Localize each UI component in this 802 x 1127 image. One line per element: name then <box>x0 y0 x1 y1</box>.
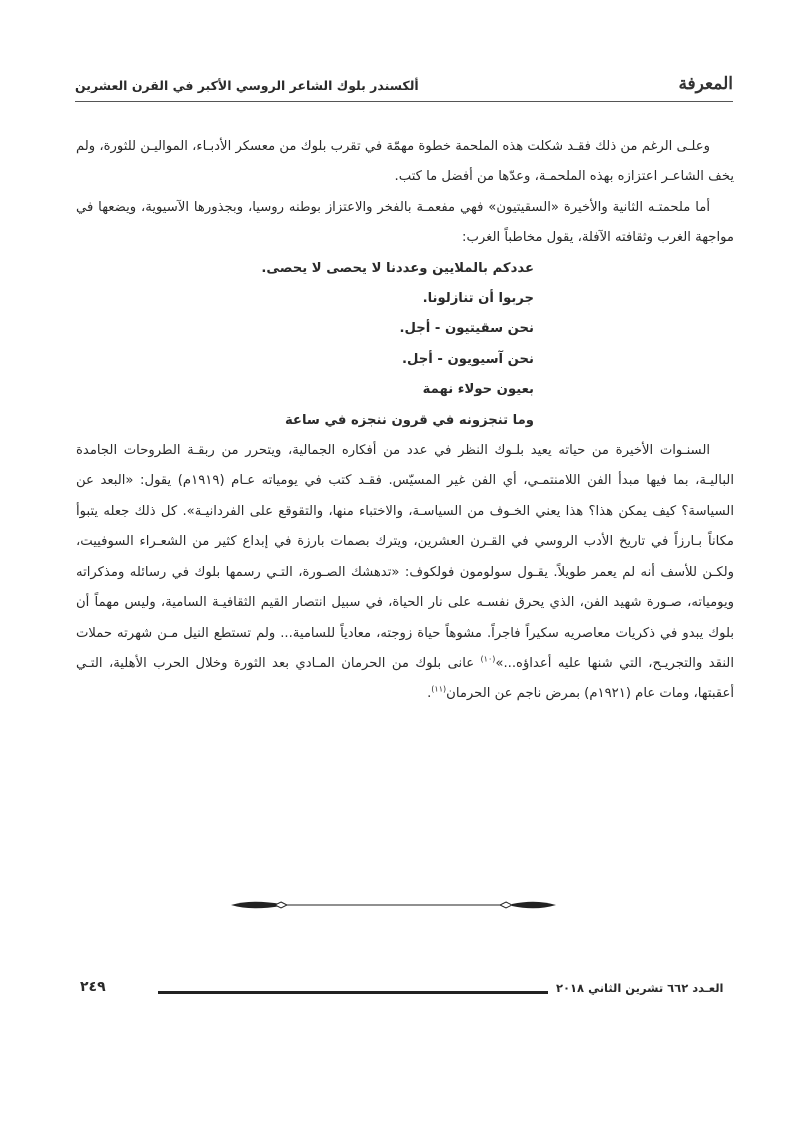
paragraph-2: أما ملحمتـه الثانية والأخيرة «السقيتيون» فهي مفعمـة بالفخر والاعتزاز بوطنه روسيا، وبجذورها الآسيوية، ويضعها في مواجهة الغرب وثقافته الآفلة، يقول مخاطباً الغرب: <box>76 199 734 246</box>
article-body <box>76 132 734 710</box>
section-end-ornament <box>231 895 556 915</box>
magazine-logo: المعرفة <box>678 74 733 94</box>
paragraph-3 <box>76 436 734 710</box>
verse-line-4: نحن آسيويون - أجل. <box>402 351 534 367</box>
footnote-ref-10[interactable]: (١٠) <box>480 654 496 664</box>
paragraph-3-end: . <box>427 686 432 702</box>
paragraph-3-continuation: عانى بلوك من الحرمان المـادي بعد الثورة وخلال الحرب الأهلية، التـي أعقبتها، ومات عام (١٩٢١م) بمرض ناجم عن الحرمان <box>76 655 734 702</box>
verse-line-2: جربوا أن تنازلونا. <box>422 291 534 307</box>
footer-divider <box>158 991 548 994</box>
page-header <box>75 74 733 100</box>
verse-line-5: بعيون حولاء نهمة <box>422 382 534 398</box>
issue-info: العـدد ٦٦٢ تشرين الثاني ٢٠١٨ <box>556 981 724 995</box>
verse-line-1: عددكم بالملايين وعددنا لا يحصى لا يحصى. <box>261 260 534 276</box>
paragraph-1: وعلـى الرغم من ذلك فقـد شكلت هذه الملحمة خطوة مهمّة في تقرب بلوك من معسكر الأدبـاء، المواليـن للثورة، ولم يخف الشاعـر اعتزازه بهذه الملحمـة، وعدّها من أفضل ما كتب. <box>76 139 734 185</box>
article-running-title: ألكسندر بلوك الشاعر الروسي الأكبر في القرن العشرين <box>75 78 419 93</box>
paragraph-3-main: السنـوات الأخيرة من حياته يعيد بلـوك النظر في عدد من أفكاره الجمالية، ويتحرر من ربقـة الطروحات الجامدة الباليـة، بما فيها مبدأ الفن اللامنتمـي، أي الفن غير المسيّس. فقـد كتب في يومياته عـام (١٩١٩م) يقول: «البعد عن السياسة؟ كيف يمكن هذا؟ هذا يعني الخـوف من السياسـة، والاختباء منها، والتقوقع على الفردانيـة». كل ذلك جعله يتبوأ مكاناً بـارزاً في تاريخ الأدب الروسي في القـرن العشرين، ويترك بصمات بارزة في إبداع كثير من الشعـراء السوفييت، ولكـن للأسف أنه لم يعمر طويلاً. يقـول سولومون فولكوف: «تدهشك الصـورة، التـي رسمها بلوك في رسائله ومذكراته ويومياته، صـورة شهيد الفن، الذي يحرق نفسـه على نار الحياة، في سبيل انتصار القيم الثقافيـة السامية، وليس مهماً أن بلوك يبدو في ذكريات معاصريه سكيراً فاجراً. مشوهاً حياة زوجته، معادياً للسامية... ولم تستطع النيل مـن شهرته حملات النقد والتجريـح، التي شنها عليه أعداؤه...» <box>76 443 734 671</box>
verse-line-3: نحن سقيتيون - أجل. <box>399 321 534 337</box>
header-divider <box>75 101 733 102</box>
page-number: ٢٤٩ <box>80 979 106 995</box>
footnote-ref-11[interactable]: (١١) <box>431 684 447 694</box>
verse-line-6: وما تنجزونه في قرون ننجزه في ساعة <box>284 412 534 428</box>
